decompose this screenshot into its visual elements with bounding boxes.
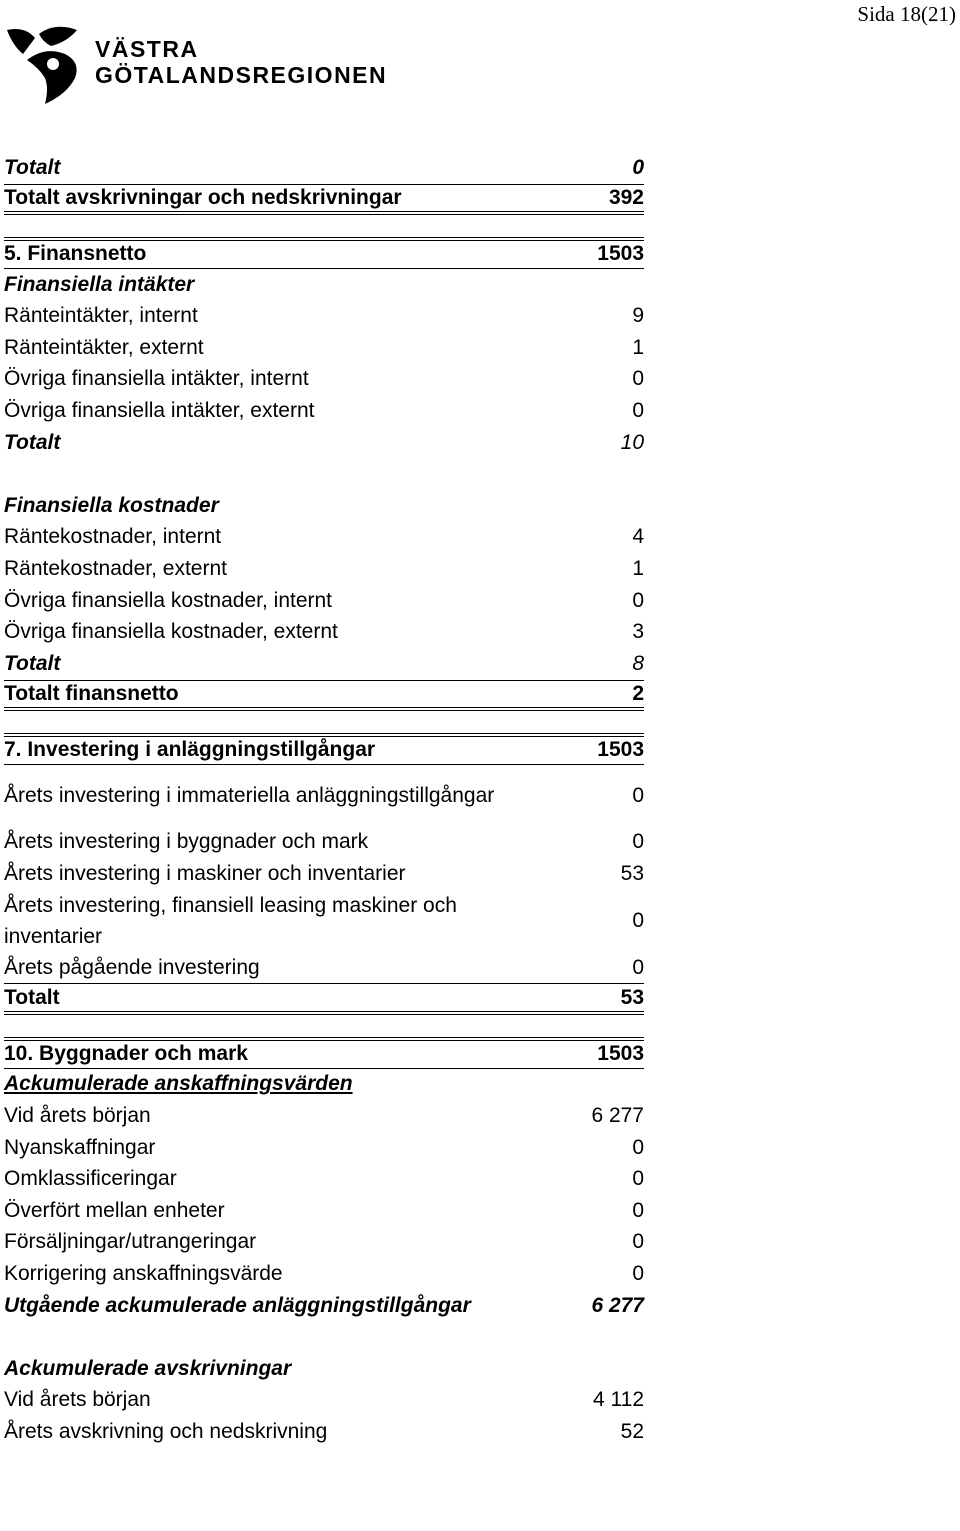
table-row	[4, 522, 644, 554]
row-value: 4 112	[593, 1388, 644, 1412]
row-label: Årets avskrivning och nedskrivning	[4, 1419, 328, 1443]
row-value: 53	[620, 862, 644, 886]
table-row	[4, 616, 644, 648]
table-row	[4, 858, 644, 890]
table-row	[4, 332, 644, 364]
depreciation-grand-total-row	[4, 184, 644, 216]
table-row	[4, 827, 644, 859]
financial-notes-sheet	[4, 152, 644, 1448]
section-header-finansnetto	[4, 237, 644, 269]
financial-net-total-row	[4, 680, 644, 712]
section-title: 7. Investering i anläggningstillgångar	[4, 738, 376, 762]
table-row	[4, 1163, 644, 1195]
row-label: Omklassificeringar	[4, 1167, 177, 1191]
row-label: Överfört mellan enheter	[4, 1198, 225, 1222]
row-label: Totalt	[4, 430, 61, 454]
section-title: 10. Byggnader och mark	[4, 1042, 248, 1066]
section-header-investering	[4, 733, 644, 765]
subheading-label: Ackumulerade avskrivningar	[4, 1356, 292, 1380]
logo-text-line2: GÖTALANDSREGIONEN	[95, 62, 388, 88]
section-code: 1503	[597, 738, 644, 762]
row-label: Vid årets början	[4, 1104, 151, 1128]
page-number: Sida 18(21)	[857, 2, 956, 26]
subheading-acquisition	[4, 1069, 644, 1101]
row-label: Ränteintäkter, externt	[4, 335, 204, 359]
row-label: Nyanskaffningar	[4, 1135, 156, 1159]
table-row	[4, 1385, 644, 1417]
subheading-label: Finansiella intäkter	[4, 272, 195, 296]
row-value: 9	[632, 304, 644, 328]
row-label: Övriga finansiella kostnader, externt	[4, 620, 338, 644]
row-value: 0	[632, 1262, 644, 1286]
row-value: 0	[632, 367, 644, 391]
row-label: Utgående ackumulerade anläggningstillgångar	[4, 1293, 471, 1317]
row-value: 6 277	[591, 1104, 644, 1128]
row-label: Vid årets början	[4, 1388, 151, 1412]
row-value: 2	[632, 681, 644, 705]
row-value: 8	[632, 651, 644, 675]
row-value: 52	[620, 1419, 644, 1443]
row-value: 1	[632, 335, 644, 359]
row-label: Övriga finansiella kostnader, internt	[4, 588, 333, 612]
row-label: Totalt	[4, 155, 61, 179]
income-total-row	[4, 427, 644, 459]
logo-text-line1: VÄSTRA	[95, 36, 199, 62]
subheading-depreciation	[4, 1353, 644, 1385]
table-row	[4, 765, 644, 827]
depreciation-subtotal-row	[4, 152, 644, 184]
table-row	[4, 1258, 644, 1290]
table-row	[4, 395, 644, 427]
subheading-label: Ackumulerade anskaffningsvärden	[4, 1072, 353, 1096]
table-row	[4, 1100, 644, 1132]
row-value: 0	[632, 1135, 644, 1159]
section-code: 1503	[597, 242, 644, 266]
table-row	[4, 364, 644, 396]
row-value: 0	[632, 1230, 644, 1254]
section-header-byggnader	[4, 1037, 644, 1069]
row-value: 0	[632, 1167, 644, 1191]
table-row	[4, 890, 644, 952]
row-label: Årets pågående investering	[4, 955, 260, 979]
row-value: 0	[632, 830, 644, 854]
row-label: Årets investering i maskiner och inventarier	[4, 862, 406, 886]
row-value: 4	[632, 525, 644, 549]
row-label: Försäljningar/utrangeringar	[4, 1230, 257, 1254]
row-value: 1	[632, 556, 644, 580]
section-title: 5. Finansnetto	[4, 242, 147, 266]
row-value: 392	[608, 185, 644, 209]
row-label: Totalt	[4, 651, 61, 675]
row-label: Övriga finansiella intäkter, internt	[4, 367, 309, 391]
acquisition-total-row	[4, 1290, 644, 1322]
table-row	[4, 1227, 644, 1259]
section-code: 1503	[597, 1042, 644, 1066]
table-row	[4, 300, 644, 332]
row-label: Totalt avskrivningar och nedskrivningar	[4, 185, 402, 209]
table-row	[4, 1195, 644, 1227]
subheading-costs	[4, 490, 644, 522]
row-label: Årets investering i byggnader och mark	[4, 830, 369, 854]
row-label: Övriga finansiella intäkter, externt	[4, 398, 315, 422]
table-row	[4, 1416, 644, 1448]
row-value: 0	[632, 155, 644, 179]
row-label: Räntekostnader, internt	[4, 525, 222, 549]
row-value: 0	[632, 1198, 644, 1222]
row-label: Räntekostnader, externt	[4, 556, 227, 580]
row-label: Årets investering i immateriella anläggningstillgångar	[4, 784, 495, 808]
row-label: Ränteintäkter, internt	[4, 304, 198, 328]
table-row	[4, 1132, 644, 1164]
subheading-label: Finansiella kostnader	[4, 493, 219, 517]
row-value: 0	[632, 908, 644, 932]
row-label: Årets investering, finansiell leasing maskiner och inventarier	[4, 893, 457, 948]
logo-mark-icon	[5, 24, 93, 106]
row-value: 0	[632, 398, 644, 422]
row-value: 0	[632, 955, 644, 979]
row-label: Korrigering anskaffningsvärde	[4, 1262, 283, 1286]
table-row	[4, 585, 644, 617]
row-value: 0	[632, 588, 644, 612]
row-value: 3	[632, 620, 644, 644]
row-value: 0	[632, 783, 644, 807]
cost-total-row	[4, 648, 644, 680]
row-label: Totalt	[4, 985, 60, 1009]
row-value: 53	[620, 985, 644, 1009]
table-row	[4, 553, 644, 585]
table-row	[4, 952, 644, 984]
row-value: 6 277	[591, 1293, 644, 1317]
investment-total-row	[4, 983, 644, 1015]
row-label: Totalt finansnetto	[4, 681, 179, 705]
subheading-income	[4, 269, 644, 301]
row-value: 10	[620, 430, 644, 454]
organization-logo	[5, 24, 388, 106]
